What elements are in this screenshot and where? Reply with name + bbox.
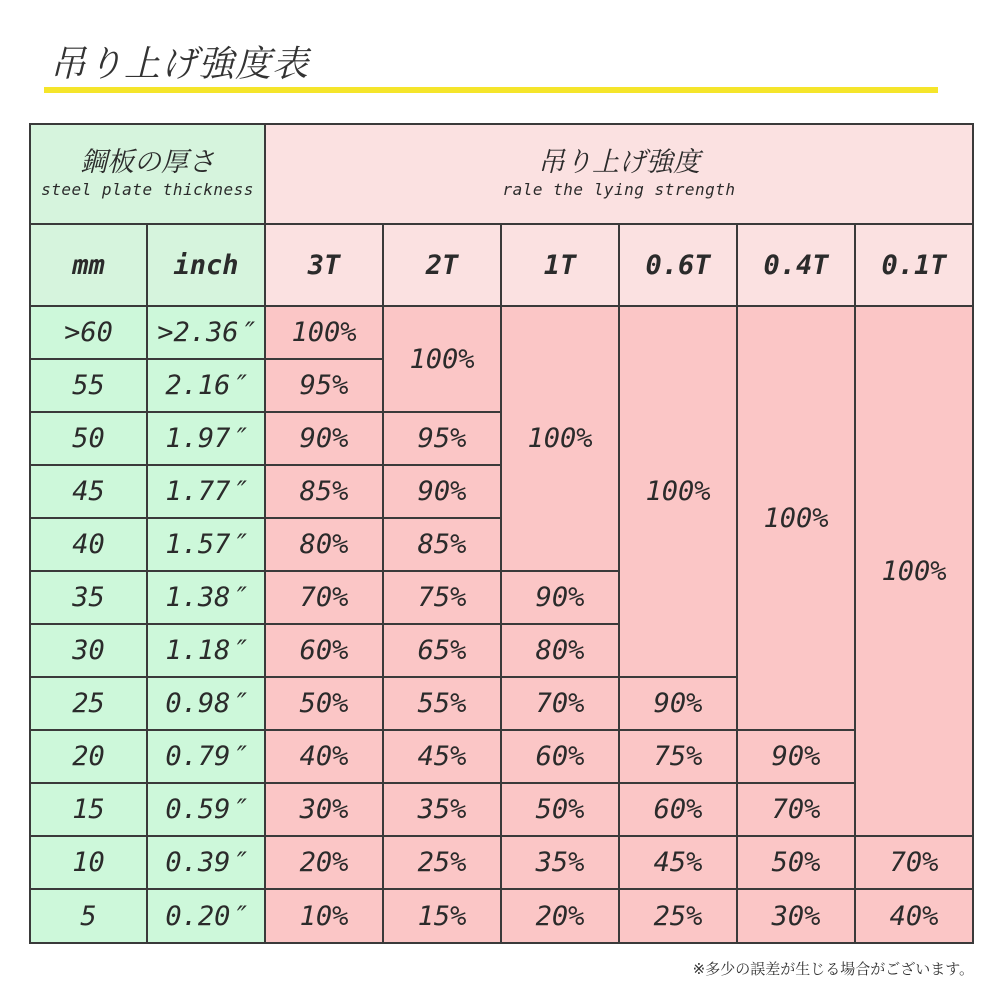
value-0.4t: 90% xyxy=(737,730,855,783)
value-2t: 100% xyxy=(383,306,501,412)
value-0.6t: 45% xyxy=(619,836,737,889)
value-2t: 25% xyxy=(383,836,501,889)
value-2t: 85% xyxy=(383,518,501,571)
mm-cell: 10 xyxy=(30,836,147,889)
value-2t: 75% xyxy=(383,571,501,624)
value-0.6t: 60% xyxy=(619,783,737,836)
value-3t: 80% xyxy=(265,518,383,571)
inch-cell: 0.98″ xyxy=(147,677,265,730)
value-2t: 90% xyxy=(383,465,501,518)
inch-cell: 0.79″ xyxy=(147,730,265,783)
value-1t: 60% xyxy=(501,730,619,783)
capacity-1t-header: 1T xyxy=(501,224,619,306)
inch-cell: 1.18″ xyxy=(147,624,265,677)
table-row xyxy=(30,730,973,783)
value-1t: 50% xyxy=(501,783,619,836)
value-0.6t: 90% xyxy=(619,677,737,730)
inch-cell: >2.36″ xyxy=(147,306,265,359)
value-0.4t: 100% xyxy=(737,306,855,730)
value-2t: 35% xyxy=(383,783,501,836)
value-3t: 10% xyxy=(265,889,383,943)
value-0.1t: 40% xyxy=(855,889,973,943)
capacity-0.6t-header: 0.6T xyxy=(619,224,737,306)
value-0.6t: 75% xyxy=(619,730,737,783)
mm-cell: 35 xyxy=(30,571,147,624)
strength-header-en: rale the lying strength xyxy=(502,179,736,199)
value-0.6t: 100% xyxy=(619,306,737,677)
capacity-0.1t-header: 0.1T xyxy=(855,224,973,306)
value-3t: 30% xyxy=(265,783,383,836)
table-row xyxy=(30,783,973,836)
thickness-header xyxy=(30,124,265,224)
inch-cell: 1.77″ xyxy=(147,465,265,518)
unit-mm-header: mm xyxy=(30,224,147,306)
capacity-0.4t-header: 0.4T xyxy=(737,224,855,306)
mm-cell: >60 xyxy=(30,306,147,359)
mm-cell: 55 xyxy=(30,359,147,412)
title-underline xyxy=(44,87,938,93)
inch-cell: 1.38″ xyxy=(147,571,265,624)
value-0.1t: 70% xyxy=(855,836,973,889)
value-3t: 90% xyxy=(265,412,383,465)
inch-cell: 0.20″ xyxy=(147,889,265,943)
mm-cell: 15 xyxy=(30,783,147,836)
table-row xyxy=(30,836,973,889)
strength-header-jp: 吊り上げ強度 xyxy=(538,147,701,179)
table-row xyxy=(30,889,973,943)
value-0.6t: 25% xyxy=(619,889,737,943)
value-0.4t: 50% xyxy=(737,836,855,889)
value-3t: 40% xyxy=(265,730,383,783)
value-1t: 100% xyxy=(501,306,619,571)
lifting-strength-table xyxy=(29,123,974,944)
unit-inch-header: inch xyxy=(147,224,265,306)
value-0.4t: 30% xyxy=(737,889,855,943)
mm-cell: 50 xyxy=(30,412,147,465)
inch-cell: 1.57″ xyxy=(147,518,265,571)
value-2t: 55% xyxy=(383,677,501,730)
mm-cell: 25 xyxy=(30,677,147,730)
value-3t: 100% xyxy=(265,306,383,359)
value-3t: 50% xyxy=(265,677,383,730)
inch-cell: 1.97″ xyxy=(147,412,265,465)
strength-header xyxy=(265,124,973,224)
table-row xyxy=(30,306,973,359)
value-1t: 35% xyxy=(501,836,619,889)
inch-cell: 0.59″ xyxy=(147,783,265,836)
capacity-2t-header: 2T xyxy=(383,224,501,306)
mm-cell: 20 xyxy=(30,730,147,783)
value-2t: 65% xyxy=(383,624,501,677)
value-1t: 20% xyxy=(501,889,619,943)
value-1t: 70% xyxy=(501,677,619,730)
capacity-3t-header: 3T xyxy=(265,224,383,306)
value-2t: 45% xyxy=(383,730,501,783)
thickness-header-jp: 鋼板の厚さ xyxy=(80,147,215,179)
value-0.4t: 70% xyxy=(737,783,855,836)
value-1t: 80% xyxy=(501,624,619,677)
inch-cell: 0.39″ xyxy=(147,836,265,889)
value-3t: 20% xyxy=(265,836,383,889)
inch-cell: 2.16″ xyxy=(147,359,265,412)
mm-cell: 5 xyxy=(30,889,147,943)
value-2t: 15% xyxy=(383,889,501,943)
value-3t: 70% xyxy=(265,571,383,624)
page-title: 吊り上げ強度表 xyxy=(50,44,310,85)
value-3t: 85% xyxy=(265,465,383,518)
mm-cell: 30 xyxy=(30,624,147,677)
thickness-header-en: steel plate thickness xyxy=(41,179,254,199)
mm-cell: 40 xyxy=(30,518,147,571)
value-1t: 90% xyxy=(501,571,619,624)
disclaimer-note: ※多少の誤差が生じる場合がございます。 xyxy=(692,960,974,978)
value-3t: 60% xyxy=(265,624,383,677)
mm-cell: 45 xyxy=(30,465,147,518)
value-0.1t: 100% xyxy=(855,306,973,836)
value-3t: 95% xyxy=(265,359,383,412)
value-2t: 95% xyxy=(383,412,501,465)
